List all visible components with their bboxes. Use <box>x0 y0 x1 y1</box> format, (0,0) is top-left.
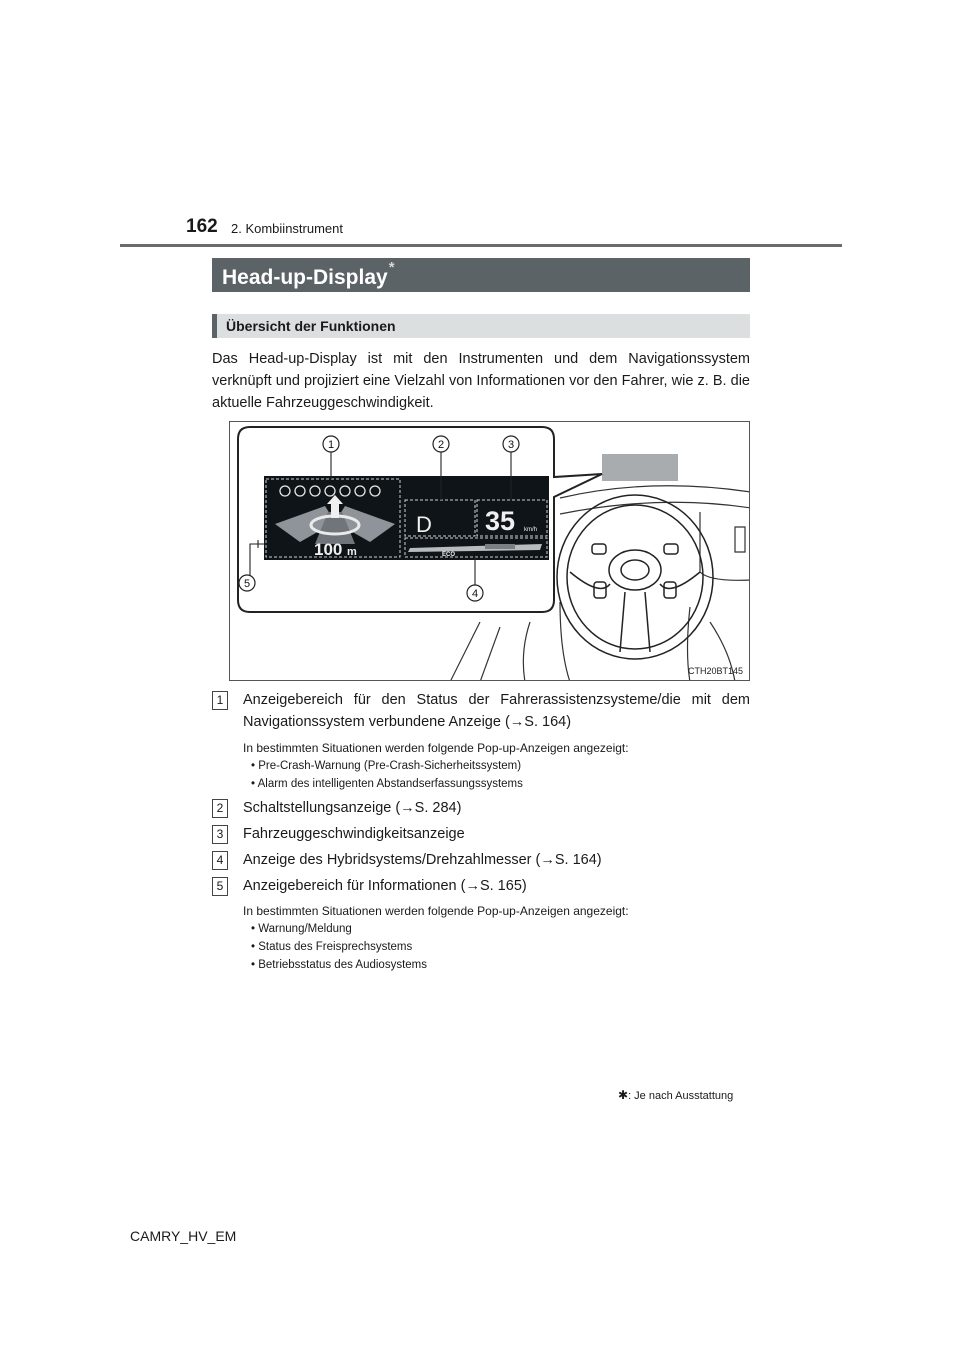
speed-unit: km/h <box>524 527 538 533</box>
bullet-item: • Alarm des intelligenten Abstandserfassungssystems <box>251 778 523 790</box>
intro-paragraph: Das Head-up-Display ist mit den Instrumenten und dem Navigationssystem verknüpft und projiziert eine Vielzahl von Informationen vor den Fahrer, wie z. B. die aktuelle Fahrzeuggeschwindigkeit. <box>212 351 750 411</box>
distance-unit: m <box>347 546 357 558</box>
bullet-item: • Warnung/Meldung <box>251 923 352 935</box>
hud-illustration <box>230 422 750 681</box>
distance-value: 100 <box>314 540 343 559</box>
list-item <box>212 849 750 871</box>
callout-4-label: 4 <box>471 588 479 600</box>
speed-value: 35 <box>485 506 516 536</box>
note-text: In bestimmten Situationen werden folgende Pop-up-Anzeigen angezeigt: <box>243 904 629 918</box>
model-code: CAMRY_HV_EM <box>130 1228 237 1244</box>
bullet-item: • Status des Freisprechsystems <box>251 941 413 953</box>
callout-3-label: 3 <box>507 439 515 451</box>
item-number: 3 <box>212 825 228 844</box>
list-item <box>212 689 750 733</box>
page-number: 162 <box>186 216 218 237</box>
list-item <box>212 875 750 897</box>
hud-figure <box>229 421 750 681</box>
note-text: In bestimmten Situationen werden folgende Pop-up-Anzeigen angezeigt: <box>243 741 629 755</box>
chapter-title: 2. Kombiinstrument <box>231 221 343 236</box>
item-number: 5 <box>212 877 228 896</box>
steering-wheel-drawing <box>557 495 713 659</box>
bullet-item: • Pre-Crash-Warnung (Pre-Crash-Sicherheitssystem) <box>251 760 522 772</box>
header-rule <box>120 244 842 247</box>
callout-2-label: 2 <box>437 439 445 451</box>
footnote: ✱: Je nach Ausstattung <box>618 1088 734 1102</box>
item-text: Fahrzeuggeschwindigkeitsanzeige <box>243 826 465 842</box>
eco-label: ECO <box>442 552 456 558</box>
item-text: Anzeigebereich für den Status der Fahrerassistenzsysteme/die mit dem Navigationssystem verbundene Anzeige (→S. 164) <box>243 692 750 730</box>
item-text: Schaltstellungsanzeige (→S. 284) <box>243 800 462 816</box>
item-number: 1 <box>212 691 228 710</box>
item-number: 2 <box>212 799 228 818</box>
callout-5-label: 5 <box>243 578 251 590</box>
asterisk-mark: * <box>388 259 395 276</box>
subsection-title: Übersicht der Funktionen <box>226 318 396 334</box>
hud-projection-area <box>602 454 678 481</box>
list-item <box>212 797 750 819</box>
section-title: Head-up-Display* <box>222 259 395 289</box>
subsection-bar <box>212 314 750 338</box>
item-text: Anzeige des Hybridsystems/Drehzahlmesser (→S. 164) <box>243 852 602 868</box>
list-item <box>212 823 750 845</box>
item-text: Anzeigebereich für Informationen (→S. 165) <box>243 878 527 894</box>
section-title-bar <box>212 258 750 292</box>
item-number: 4 <box>212 851 228 870</box>
figure-code: CTH20BT145 <box>687 666 743 676</box>
bullet-item: • Betriebsstatus des Audiosystems <box>251 959 427 971</box>
gear-indicator: D <box>416 512 432 537</box>
callout-1-label: 1 <box>327 439 335 451</box>
footnote-mark: ✱ <box>618 1088 629 1102</box>
